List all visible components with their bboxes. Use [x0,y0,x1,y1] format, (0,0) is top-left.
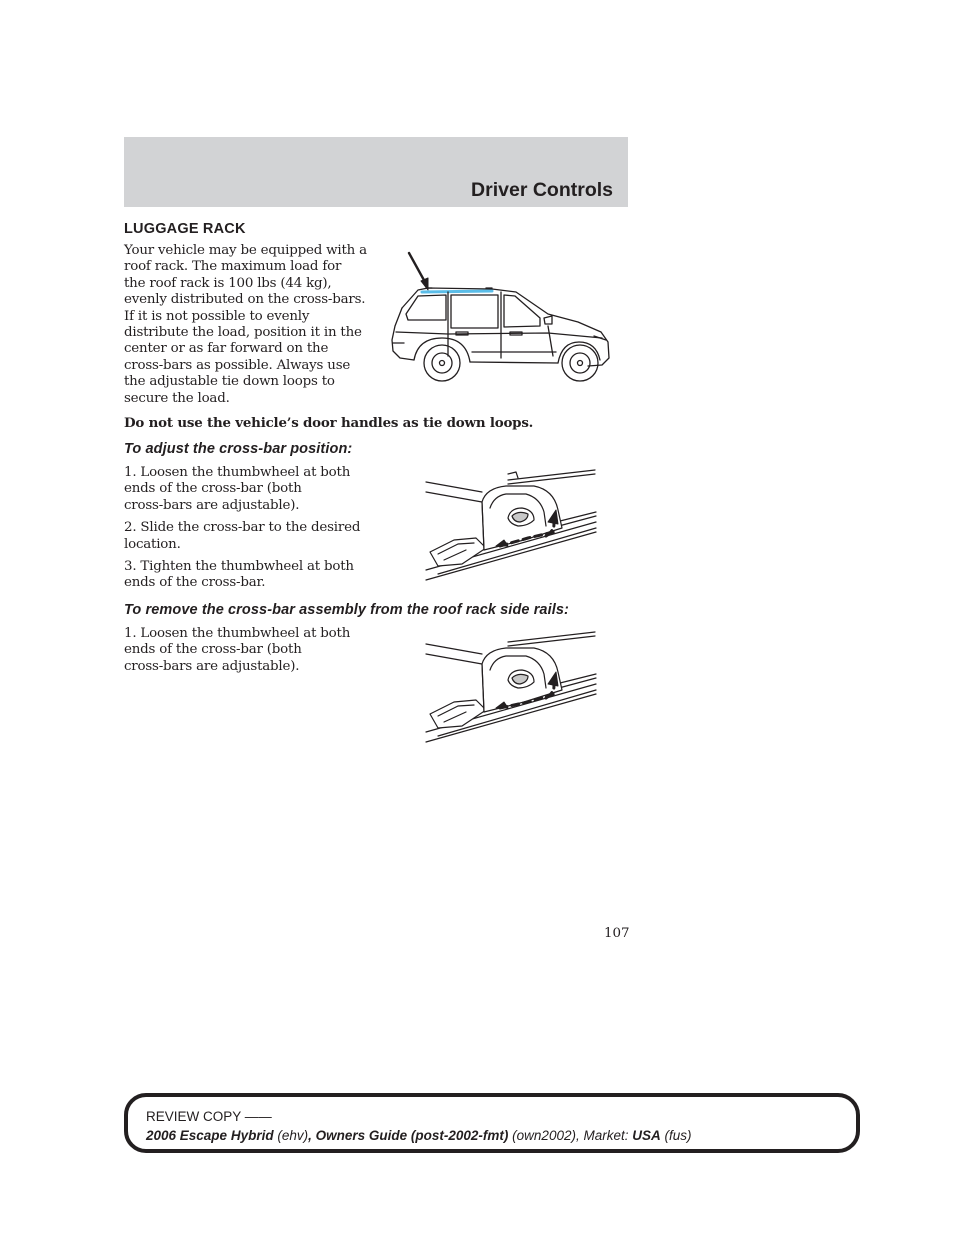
paragraph-line: Your vehicle may be equipped with a [124,243,367,258]
adjust-steps [124,465,394,598]
step-line: 2. Slide the cross-bar to the desired [124,520,361,536]
paragraph-line: secure the load. [124,390,230,406]
document-identifier: 2006 Escape Hybrid (ehv), Owners Guide (post-2002-fmt) (own2002), Market: USA (fus) [146,1128,692,1143]
paragraph-line: the adjustable tie down loops to [124,374,335,390]
step-line: 1. Loosen the thumbwheel at both [124,626,351,641]
step-line: cross-bars are adjustable). [124,497,300,513]
remove-step-1 [124,626,394,675]
crossbar-adjust-illustration [424,466,598,584]
paragraph-line: evenly distributed on the cross-bars. [124,292,366,308]
luggage-rack-paragraph [124,243,389,407]
paragraph-line: distribute the load, position it in the [124,325,362,341]
adjust-step-1 [124,465,394,514]
review-copy-footer [124,1093,860,1153]
market-code: (fus) [664,1128,692,1143]
vehicle-roof-rack-illustration [388,248,620,390]
step-line: ends of the cross-bar (both [124,642,302,658]
paragraph-line: If it is not possible to evenly [124,308,310,324]
paragraph-line: roof rack. The maximum load for [124,259,342,275]
paragraph-line: cross-bars as possible. Always use [124,357,351,373]
paragraph-line: center or as far forward on the [124,341,329,357]
model-code: (ehv) [277,1128,309,1143]
warning-note: Do not use the vehicle’s door handles as tie down loops. [124,415,534,431]
remove-steps [124,626,394,681]
paragraph-line: the roof rack is 100 lbs (44 kg), [124,275,332,291]
step-line: cross-bars are adjustable). [124,658,300,674]
luggage-rack-heading: LUGGAGE RACK [124,221,246,237]
market-label: Market: [583,1128,629,1143]
market-name: USA [632,1128,661,1143]
page-number: 107 [604,926,630,941]
guide-name: Owners Guide (post-2002-fmt) [315,1128,509,1143]
adjust-step-2 [124,520,394,553]
crossbar-remove-illustration [424,630,598,746]
step-line: 3. Tighten the thumbwheel at both [124,559,354,575]
section-title: Driver Controls [471,179,613,201]
review-copy-label: REVIEW COPY —— [146,1109,272,1124]
step-line: ends of the cross-bar. [124,575,266,591]
step-line: location. [124,536,181,552]
adjust-heading: To adjust the cross-bar position: [124,441,353,457]
guide-code: (own2002) [512,1128,576,1143]
section-header-band [124,137,628,207]
step-line: 1. Loosen the thumbwheel at both [124,465,351,480]
model-name: 2006 Escape Hybrid [146,1128,274,1143]
step-line: ends of the cross-bar (both [124,481,302,497]
adjust-step-3 [124,559,394,592]
remove-heading: To remove the cross-bar assembly from the roof rack side rails: [124,602,569,618]
